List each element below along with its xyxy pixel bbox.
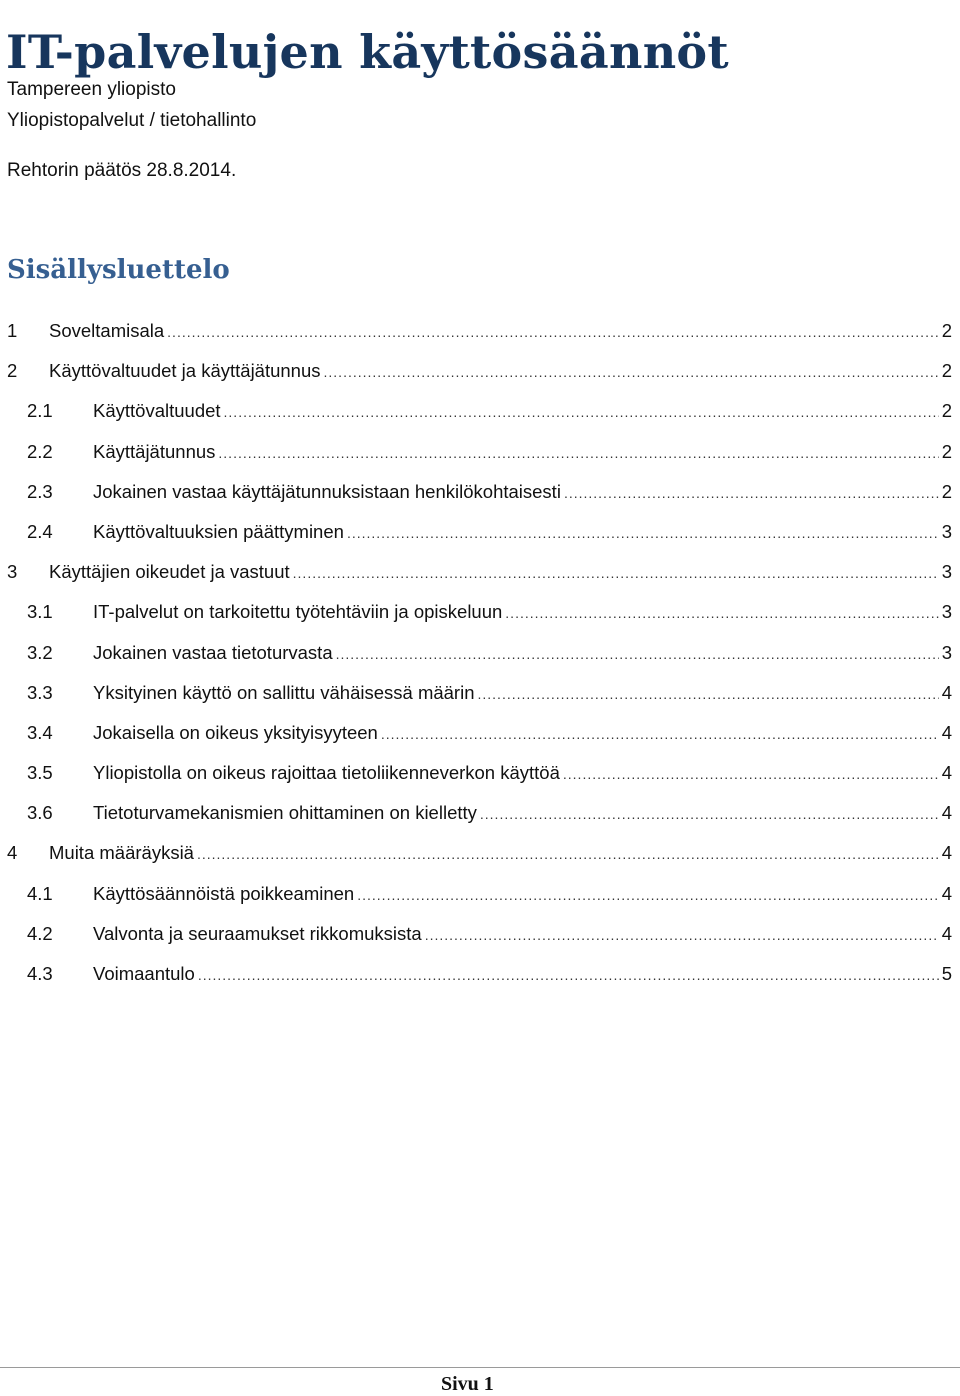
toc-entry-page: 4 (941, 681, 952, 703)
toc-entry-number: 3.6 (27, 802, 53, 824)
toc-entry[interactable] (0, 553, 960, 593)
toc-entry-number: 4.1 (27, 882, 53, 904)
toc-dot-leader (198, 967, 939, 983)
toc-entry[interactable] (0, 473, 960, 513)
toc-dot-leader (480, 806, 939, 822)
organization-name: Tampereen yliopisto (7, 79, 176, 100)
toc-entry-page: 2 (941, 480, 952, 502)
toc-entry-number: 3.1 (27, 601, 53, 623)
toc-entry[interactable] (0, 513, 960, 553)
toc-entry-title: Soveltamisala (49, 320, 165, 341)
toc-entry-number: 4 (7, 842, 18, 864)
toc-entry-title: Käyttövaltuudet (93, 400, 221, 422)
table-of-contents (0, 312, 960, 995)
toc-dot-leader (224, 404, 939, 420)
toc-entry-number: 2 (7, 360, 18, 382)
toc-entry-title: Yliopistolla on oikeus rajoittaa tietoliikenneverkon käyttöä (93, 762, 560, 784)
toc-entry[interactable] (0, 433, 960, 473)
toc-entry-title: Käyttäjätunnus (93, 440, 216, 462)
toc-entry[interactable] (0, 794, 960, 834)
toc-entry[interactable] (0, 915, 960, 955)
toc-entry-title: Valvonta ja seuraamukset rikkomuksista (93, 922, 422, 944)
toc-entry-title: IT-palvelut on tarkoitettu työtehtäviin ja opiskeluun (93, 601, 503, 623)
toc-entry-title: Jokaisella on oikeus yksityisyyteen (93, 721, 378, 743)
toc-entry-title: Käyttäjien oikeudet ja vastuut (49, 561, 290, 583)
toc-entry[interactable] (0, 634, 960, 674)
toc-entry-page: 3 (941, 601, 952, 623)
toc-entry[interactable] (0, 392, 960, 432)
toc-entry-page: 4 (941, 802, 952, 824)
toc-dot-leader (381, 726, 939, 742)
toc-dot-leader (563, 766, 939, 782)
toc-entry-number: 3 (7, 561, 18, 583)
footer-divider (0, 1367, 960, 1368)
toc-dot-leader (324, 364, 939, 380)
toc-dot-leader (347, 525, 939, 541)
toc-dot-leader (478, 686, 939, 702)
toc-entry-title: Jokainen vastaa käyttäjätunnuksistaan henkilökohtaisesti (93, 480, 561, 502)
toc-entry-number: 4.3 (27, 963, 53, 984)
toc-entry-page: 4 (941, 721, 952, 743)
toc-entry-title: Tietoturvamekanismien ohittaminen on kielletty (93, 802, 477, 824)
toc-entry[interactable] (0, 312, 960, 352)
toc-entry-number: 2.3 (27, 480, 53, 502)
toc-entry-page: 5 (941, 963, 952, 984)
toc-entry-page: 2 (941, 400, 952, 422)
document-title: IT-palvelujen käyttösäännöt (6, 24, 729, 79)
toc-entry-number: 1 (7, 320, 18, 341)
toc-entry[interactable] (0, 593, 960, 633)
toc-dot-leader (293, 565, 939, 581)
toc-dot-leader (564, 485, 939, 501)
toc-entry-title: Käyttösäännöistä poikkeaminen (93, 882, 355, 904)
toc-entry-title: Käyttövaltuudet ja käyttäjätunnus (49, 360, 321, 382)
toc-dot-leader (167, 324, 939, 340)
toc-dot-leader (357, 887, 938, 903)
toc-entry-page: 3 (941, 641, 952, 663)
page-number: Sivu 1 (441, 1373, 494, 1395)
toc-dot-leader (336, 646, 939, 662)
toc-entry-number: 2.1 (27, 400, 53, 422)
toc-entry-number: 3.5 (27, 762, 53, 784)
toc-entry[interactable] (0, 674, 960, 714)
department-name: Yliopistopalvelut / tietohallinto (7, 110, 257, 131)
toc-entry[interactable] (0, 875, 960, 915)
toc-entry-page: 4 (941, 922, 952, 944)
toc-entry-number: 3.4 (27, 721, 53, 743)
toc-entry-page: 3 (941, 561, 952, 583)
toc-entry-page: 2 (941, 320, 952, 341)
toc-entry-title: Käyttövaltuuksien päättyminen (93, 520, 344, 542)
page-footer (0, 1367, 960, 1394)
toc-entry-number: 3.2 (27, 641, 53, 663)
toc-dot-leader (197, 846, 939, 862)
toc-entry-number: 3.3 (27, 681, 53, 703)
toc-entry[interactable] (0, 352, 960, 392)
toc-dot-leader (425, 927, 939, 943)
toc-entry-page: 4 (941, 762, 952, 784)
toc-entry[interactable] (0, 955, 960, 995)
decision-line: Rehtorin päätös 28.8.2014. (7, 160, 237, 181)
toc-entry-page: 3 (941, 520, 952, 542)
toc-entry-number: 2.2 (27, 440, 53, 462)
toc-entry-title: Yksityinen käyttö on sallittu vähäisessä määrin (93, 681, 475, 703)
toc-entry[interactable] (0, 714, 960, 754)
toc-entry-title: Jokainen vastaa tietoturvasta (93, 641, 333, 663)
toc-heading: Sisällysluettelo (7, 255, 230, 285)
toc-entry-number: 4.2 (27, 922, 53, 944)
toc-entry-page: 4 (941, 882, 952, 904)
toc-entry-page: 2 (941, 440, 952, 462)
toc-entry-number: 2.4 (27, 520, 53, 542)
toc-entry-page: 2 (941, 360, 952, 382)
toc-dot-leader (505, 605, 938, 621)
toc-entry-page: 4 (941, 842, 952, 864)
toc-entry-title: Voimaantulo (93, 963, 195, 984)
toc-dot-leader (218, 445, 938, 461)
toc-entry[interactable] (0, 754, 960, 794)
toc-entry-title: Muita määräyksiä (49, 842, 194, 864)
toc-entry[interactable] (0, 834, 960, 874)
